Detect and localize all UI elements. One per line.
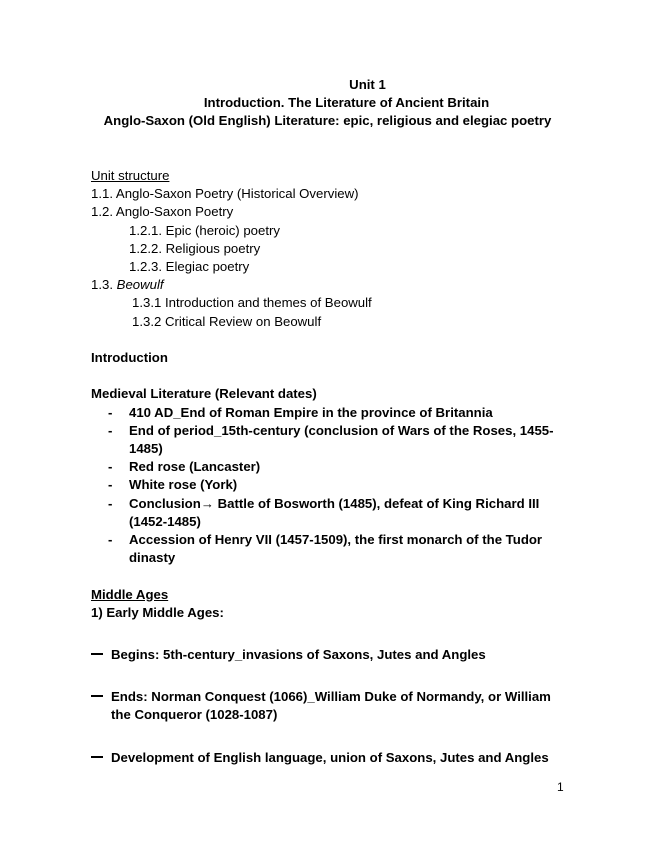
structure-subitem: 1.2.3. Elegiac poetry — [129, 259, 250, 275]
introduction-heading: Introduction — [91, 350, 168, 366]
list-item: - Red rose (Lancaster) — [91, 458, 561, 476]
list-item: - End of period_15th-century (conclusion of Wars of the Roses, 1455-1485) — [108, 422, 554, 457]
beowulf-title: Beowulf — [116, 277, 164, 293]
structure-item: 1.1. Anglo-Saxon Poetry (Historical Overview) — [91, 186, 359, 202]
unit-structure-heading: Unit structure — [91, 168, 170, 183]
dash-marker: - — [108, 532, 113, 548]
list-item: - White rose (York) — [91, 476, 561, 494]
medieval-dates-list — [91, 404, 561, 568]
early-middle-ages-heading: 1) Early Middle Ages: — [91, 604, 224, 620]
structure-subitem: 1.2.1. Epic (heroic) poetry — [129, 222, 280, 238]
structure-subitem: 1.3.2 Critical Review on Beowulf — [132, 313, 322, 329]
dash-marker — [91, 695, 103, 697]
title-block — [0, 76, 655, 130]
list-item: - Accession of Henry VII (1457-1509), the first monarch of the Tudor dinasty — [108, 532, 543, 566]
dash-marker — [91, 653, 103, 655]
dash-marker: - — [108, 495, 113, 511]
middle-ages-heading: Middle Ages — [91, 586, 169, 602]
list-item: - 410 AD_End of Roman Empire in the province of Britannia — [91, 404, 561, 422]
structure-item: 1.2. Anglo-Saxon Poetry — [91, 204, 234, 220]
subtitle: Anglo-Saxon (Old English) Literature: epic, religious and elegiac poetry — [103, 113, 552, 128]
list-item: Development of English language, union of Saxons, Jutes and Angles — [91, 749, 561, 767]
dash-marker: - — [108, 422, 113, 438]
structure-item-beowulf — [91, 276, 561, 294]
structure-number: 1.3. — [91, 277, 117, 293]
dash-marker: - — [108, 477, 113, 493]
structure-subitem: 1.2.2. Religious poetry — [129, 240, 261, 256]
dash-marker — [91, 756, 103, 758]
unit-title: Unit 1 — [349, 77, 386, 92]
dash-marker: - — [108, 459, 113, 475]
dash-marker: - — [108, 404, 113, 420]
page-number: 1 — [557, 780, 564, 794]
medieval-heading: Medieval Literature (Relevant dates) — [91, 386, 317, 402]
list-item: - Conclusion→ Battle of Bosworth (1485), defeat of King Richard III (1452-1485) — [108, 495, 540, 529]
introduction-title: Introduction. The Literature of Ancient Britain — [203, 95, 490, 110]
structure-subitem: 1.3.1 Introduction and themes of Beowulf — [132, 295, 372, 311]
list-item: Begins: 5th-century_invasions of Saxons, Jutes and Angles — [91, 646, 561, 664]
list-item: Ends: Norman Conquest (1066)_William Duke of Normandy, or William the Conqueror (1028-1087) — [91, 688, 571, 724]
document-body — [91, 167, 561, 767]
